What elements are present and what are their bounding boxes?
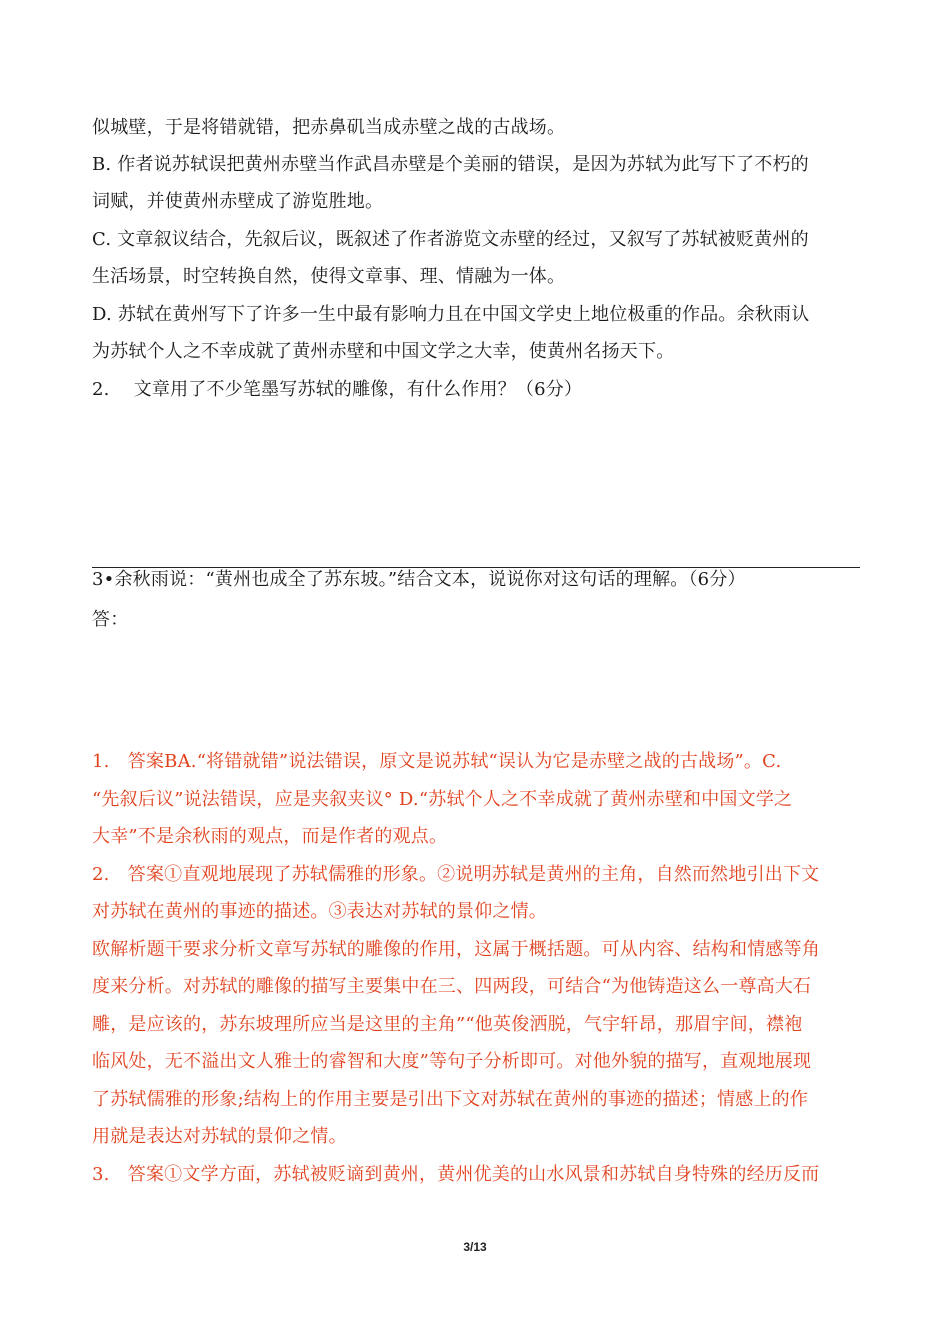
answer-1-line-3: 大幸”不是余秋雨的观点，而是作者的观点。 — [92, 826, 448, 847]
page-number: 3/13 — [463, 1240, 487, 1254]
analysis-line-2: 度来分析。对苏轼的雕像的描写主要集中在三、四两段，可结合“为他铸造这么一尊高大石 — [92, 976, 812, 997]
option-b-line-1: B. 作者说苏轼误把黄州赤壁当作武昌赤壁是个美丽的错误，是因为苏轼为此写下了不朽的 — [92, 154, 809, 175]
option-d-line-1: D. 苏轼在黄州写下了许多一生中最有影响力且在中国文学史上地位极重的作品。余秋雨认 — [92, 304, 810, 325]
question-2: 2. 文章用了不少笔墨写苏轼的雕像，有什么作用？（6分） — [92, 379, 583, 400]
option-c-line-1: C. 文章叙议结合，先叙后议，既叙述了作者游览文赤壁的经过，又叙写了苏轼被贬黄州的 — [92, 229, 809, 250]
option-a-continuation: 似城壁，于是将错就错，把赤鼻矶当成赤壁之战的古战场。 — [92, 117, 566, 138]
answer-1-line-2: “先叙后议”说法错误，应是夹叙夹议° D.“苏轼个人之不幸成就了黄州赤壁和中国文学之 — [92, 789, 793, 810]
answer-label: 答： — [92, 609, 129, 630]
analysis-line-1: 欧解析题干要求分析文章写苏轼的雕像的作用，这属于概括题。可从内容、结构和情感等角 — [92, 939, 820, 960]
answer-3-line-1: 3. 答案①文学方面，苏轼被贬谪到黄州，黄州优美的山水风景和苏轼自身特殊的经历反而 — [92, 1164, 820, 1185]
answer-2-line-1: 2. 答案①直观地展现了苏轼儒雅的形象。②说明苏轼是黄州的主角，自然而然地引出下文 — [92, 864, 820, 885]
analysis-line-6: 用就是表达对苏轼的景仰之情。 — [92, 1126, 347, 1147]
answer-1-line-1: 1. 答案BA.“将错就错”说法错误，原文是说苏轼“误认为它是赤壁之战的古战场”。C. — [92, 751, 782, 772]
question-3: 3•余秋雨说：“黄州也成全了苏东坡。”结合文本，说说你对这句话的理解。（6分） — [92, 569, 746, 590]
option-b-line-2: 词赋，并使黄州赤壁成了游览胜地。 — [92, 191, 384, 212]
analysis-line-4: 临风处，无不溢出文人雅士的睿智和大度”等句子分析即可。对他外貌的描写，直观地展现 — [92, 1051, 812, 1072]
analysis-line-3: 雕，是应该的，苏东坡理所应当是这里的主角”“他英俊洒脱，气宇轩昂，那眉宇间，襟袍 — [92, 1014, 803, 1035]
option-c-line-2: 生活场景，时空转换自然，使得文章事、理、情融为一体。 — [92, 266, 566, 287]
answer-2-line-2: 对苏轼在黄州的事迹的描述。③表达对苏轼的景仰之情。 — [92, 901, 547, 922]
analysis-line-5: 了苏轼儒雅的形象;结构上的作用主要是引出下文对苏轼在黄州的事迹的描述；情感上的作 — [92, 1089, 809, 1110]
option-d-line-2: 为苏轼个人之不幸成就了黄州赤壁和中国文学之大幸，使黄州名扬天下。 — [92, 341, 675, 362]
